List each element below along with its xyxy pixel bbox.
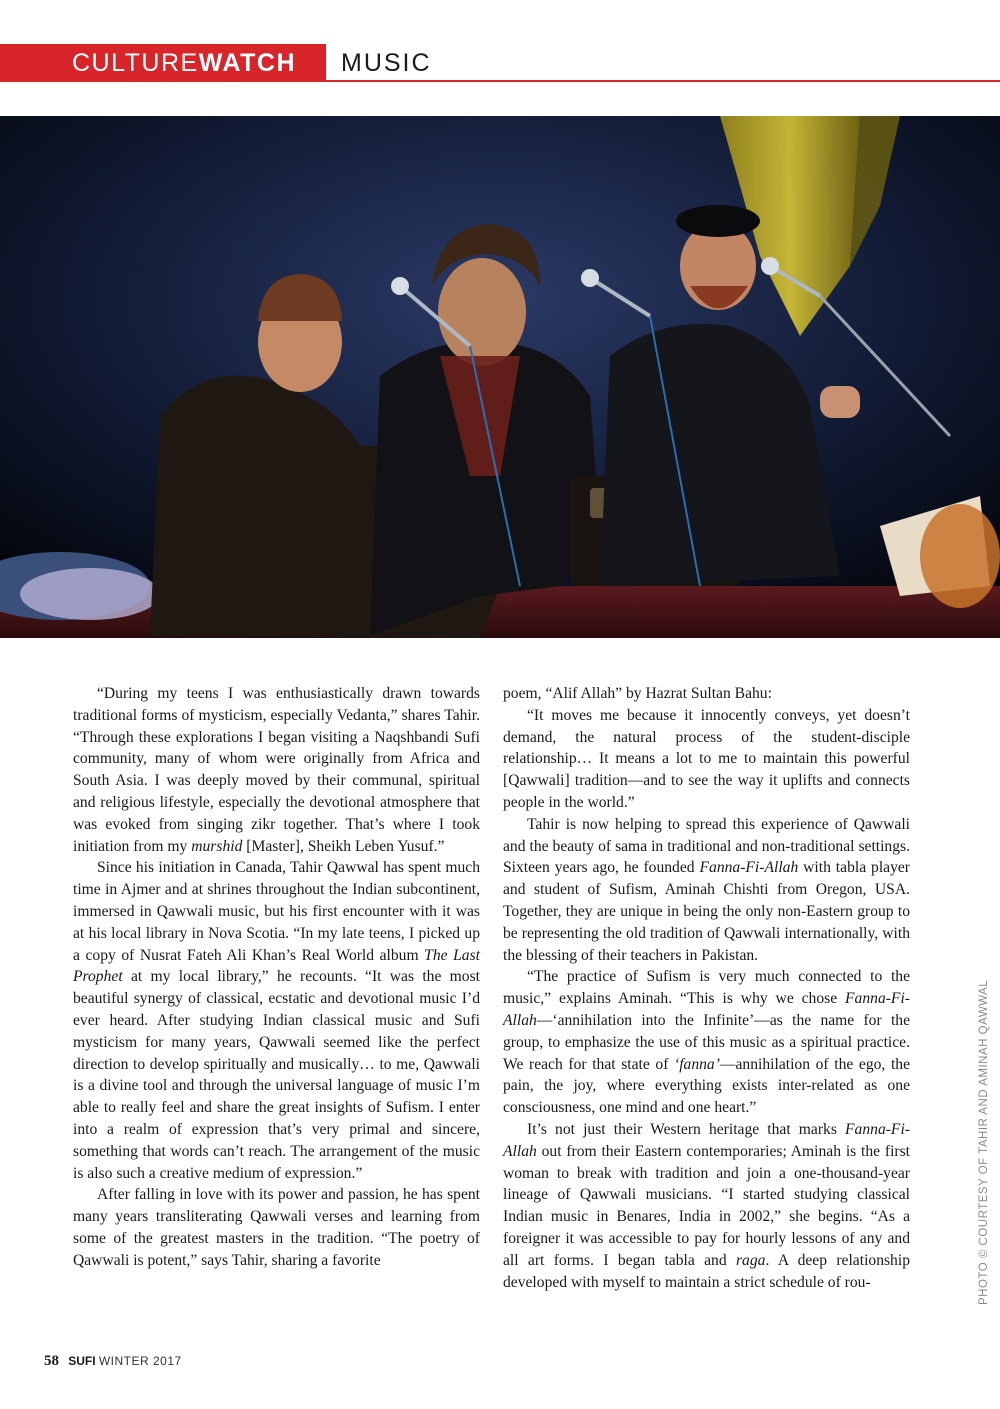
- paragraph: Since his initiation in Canada, Tahir Qawwal has spent much time in Ajmer and at shrines throughout the Indian subcontinent, immersed in Qawwali music, but his first encounter with it was at his local library in Nova Scotia. “In my late teens, I picked up a copy of Nusrat Fateh Ali Khan’s Real World album The Last Prophet at my local library,” he recounts. “It was the most beautiful synergy of classical, ecstatic and devotional music I’d ever heard. After studying Indian classical music and Sufi mysticism for many years, Qawwali seemed like the perfect direction to develop spiritually and musically… to me, Qawwali is a divine tool and through the universal language of music I’m able to really feel and share the great insights of Sufism. I enter into a realm of expression that’s very primal and sincere, something that words can’t reach. The arrangement of the music is also such a creative medium of expression.”: [73, 859, 480, 1182]
- paragraph: Tahir is now helping to spread this experience of Qawwali and the beauty of sama in traditional and non-traditional settings. Sixteen years ago, he founded Fanna-Fi-Allah with tabla player and student of Sufism, Aminah Chishti from Oregon, USA. Together, they are unique in being the only non-Eastern group to be representing the old tradition of Qawwali internationally, with the blessing of their teachers in Pakistan.: [503, 815, 910, 964]
- paragraph: “The practice of Sufism is very much connected to the music,” explains Aminah. “This is why we chose Fanna-Fi-Allah—‘annihilation into the Infinite’—as the name for the group, to emphasize the use of this music as a spiritual practice. We reach for that state of ‘fanna’—annihilation of the ego, the pain, the joy, where everything exists inter-related as one consciousness, one mind and one heart.”: [503, 968, 910, 1117]
- paragraph: poem, “Alif Allah” by Hazrat Sultan Bahu:: [503, 685, 772, 702]
- page-number: 58: [44, 1353, 59, 1369]
- brand-light: CULTURE: [72, 49, 199, 77]
- paragraph: It’s not just their Western heritage that marks Fanna-Fi-Allah out from their Eastern contemporaries; Aminah is the first woman to break with tradition and join a one-thousand-year lineage of Qawwali musicians. “I started studying classical Indian music in Benares, India in 2002,” she begins. “As a foreigner it was accessible to pay for hourly lessons of any and all art forms. I began tabla and raga. A deep relationship developed with myself to maintain a strict schedule of rou-: [503, 1120, 910, 1291]
- header-rule: [326, 80, 1000, 82]
- article-column-right: [503, 683, 910, 1293]
- paragraph: “It moves me because it innocently conveys, yet doesn’t demand, the natural process of the student-disciple relationship… It means a lot to me to maintain this powerful [Qawwali] tradition—and to see the way it uplifts and connects people in the world.”: [503, 706, 910, 811]
- culture-watch-banner: [0, 44, 326, 82]
- issue-label: WINTER 2017: [98, 1354, 182, 1368]
- page-footer: [44, 1353, 182, 1370]
- brand-bold: WATCH: [198, 49, 297, 77]
- paragraph: After falling in love with its power and passion, he has spent many years transliterating Qawwali verses and learning from some of the greatest masters in the tradition. “The poetry of Qawwali is potent,” says Tahir, sharing a favorite: [73, 1186, 480, 1269]
- paragraph: “During my teens I was enthusiastically drawn towards traditional forms of mysticism, especially Vedanta,” shares Tahir. “Through these explorations I began visiting a Naqshbandi Sufi community, many of whom were originally from Africa and South Asia. I was deeply moved by their communal, spiritual and religious lifestyle, especially the devotional atmosphere that was evoked from singing zikr together. That’s where I took initiation from my murshid [Master], Sheikh Leben Yusuf.”: [73, 685, 480, 855]
- magazine-name: SUFI: [68, 1354, 96, 1368]
- concert-photo: [0, 116, 1000, 638]
- photo-credit: PHOTO © COURTESY OF TAHIR AND AMINAH QAWWAL: [978, 979, 990, 1305]
- article-column-left: [73, 683, 480, 1272]
- concert-photo-illustration: [0, 116, 1000, 638]
- section-title: MUSIC: [341, 49, 432, 77]
